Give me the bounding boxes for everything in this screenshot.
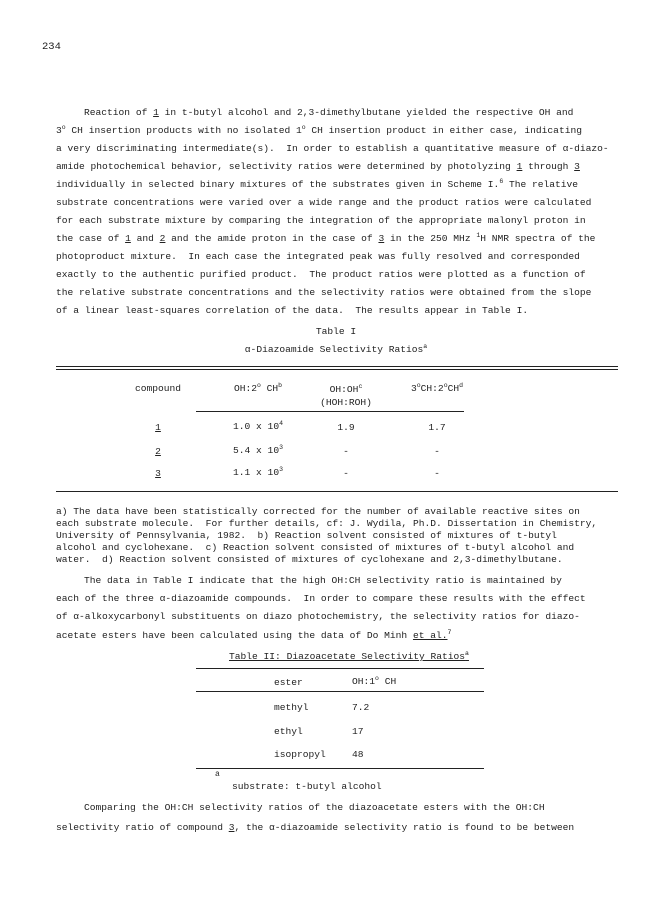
footnote-line: University of Pennsylvania, 1982. b) Reaction solvent consisted of mixtures of t-butyl: [56, 530, 557, 541]
row-oh-oh: -: [343, 446, 349, 457]
text-line: a very discriminating intermediate(s). In order to establish a quantitative measure of α-diazo-: [56, 143, 609, 154]
row-3ch-2ch: -: [434, 468, 440, 479]
table-rule: [56, 366, 618, 367]
text-line: each of the three α-diazoamide compounds. In order to compare these results with the effect: [56, 593, 586, 604]
table-rule: [196, 411, 464, 412]
page-number: 234: [42, 41, 61, 53]
row-3ch-2ch: -: [434, 446, 440, 457]
column-header-oh-2ch: OH:2$^o$ $CH^b$: [233, 382, 283, 394]
table-label: Table I: [315, 326, 357, 337]
text-line: The data in Table I indicate that the high OH:CH selectivity ratio is maintained by: [84, 575, 562, 586]
row-oh-2ch: 1.0 x $10^4$: [233, 420, 283, 432]
column-header-compound: compound: [134, 383, 182, 394]
row-ester: methyl: [274, 702, 309, 713]
row-3ch-2ch: 1.7: [428, 422, 446, 433]
table-rule: [56, 491, 618, 492]
column-header-oh-1ch: OH:1$^o$ CH: [352, 675, 397, 687]
text-line: the relative substrate concentrations and the selectivity ratios were obtained from the slope: [56, 287, 592, 298]
text-line: selectivity ratio of compound 3, the α-diazoamide selectivity ratio is found to be between: [56, 822, 575, 833]
row-compound: 2: [155, 446, 161, 457]
footnote-line: water. d) Reaction solvent consisted of mixtures of cyclohexane and 2,3-dimethylbutane.: [56, 554, 563, 565]
row-compound: 3: [155, 468, 161, 479]
row-compound: 1: [155, 422, 161, 433]
table-rule: [56, 369, 618, 370]
text-line: for each substrate mixture by comparing the integration of the appropriate malonyl proton in: [56, 215, 586, 226]
text-line: of a linear least-squares correlation of the data. The results appear in Table I.: [56, 305, 529, 316]
row-ester: isopropyl: [274, 749, 326, 760]
row-oh-2ch: 5.4 x $10^3$: [233, 444, 283, 456]
footnote-marker: a: [215, 770, 220, 779]
row-ratio: 17: [352, 726, 364, 737]
text-line: substrate concentrations were varied over a wide range and the product ratios were calculated: [56, 197, 592, 208]
text-line: individually in selected binary mixtures of the substrates given in Scheme I.$^6$ The relative: [56, 178, 579, 190]
text-line: acetate esters have been calculated using the data of Do Minh et al.$^7$: [56, 629, 452, 641]
row-ratio: 7.2: [352, 702, 370, 713]
footnote-line: each substrate molecule. For further details, cf: J. Wydila, Ph.D. Dissertation in Chemistry,: [56, 518, 598, 529]
row-oh-2ch: 1.1 x $10^3$: [233, 466, 283, 478]
text-line: photoproduct mixture. In each case the integrated peak was fully resolved and corresponded: [56, 251, 580, 262]
column-header-oh-oh-sub: (HOH:ROH): [320, 397, 372, 408]
column-header-ester: ester: [274, 677, 303, 688]
text-line: 3$^o$ CH insertion products with no isolated 1$^o$ CH insertion product in either case, indicating: [56, 124, 582, 136]
text-line: amide photochemical behavior, selectivity ratios were determined by photolyzing 1 through 3: [56, 161, 580, 172]
footnote-line: a) The data have been statistically corrected for the number of available reactive sites on: [56, 506, 580, 517]
table-rule: [196, 768, 484, 769]
table-title: α-Diazoamide Selectivity Ratios$^a$: [244, 343, 428, 355]
text-line: the case of 1 and 2 and the amide proton in the case of 3 in the 250 MHz $^1$H NMR spectra of the: [56, 232, 596, 244]
text-line: exactly to the authentic purified product. The product ratios were plotted as a function of: [56, 269, 586, 280]
row-oh-oh: -: [343, 468, 349, 479]
text-line: Reaction of 1 in t-butyl alcohol and 2,3-dimethylbutane yielded the respective OH and: [84, 107, 574, 118]
column-header-oh-oh: $OH:OH^c$: [329, 383, 363, 395]
row-ratio: 48: [352, 749, 364, 760]
table-rule: [196, 691, 484, 692]
table-2-footnote: substrate: t-butyl alcohol: [232, 781, 382, 792]
row-oh-oh: 1.9: [337, 422, 355, 433]
footnote-line: alcohol and cyclohexane. c) Reaction solvent consisted of mixtures of t-butyl alcohol and: [56, 542, 575, 553]
row-ester: ethyl: [274, 726, 303, 737]
text-line: of α-alkoxycarbonyl substituents on diazo photochemistry, the selectivity ratios for diazo-: [56, 611, 580, 622]
table-rule: [196, 668, 484, 669]
text-line: Comparing the OH:CH selectivity ratios of the diazoacetate esters with the OH:CH: [84, 802, 545, 813]
column-header-3ch-2ch: $3^oCH:2^oCH^d$: [410, 382, 464, 394]
table-title: Table II: Diazoacetate Selectivity Ratios$^a$: [229, 650, 469, 662]
